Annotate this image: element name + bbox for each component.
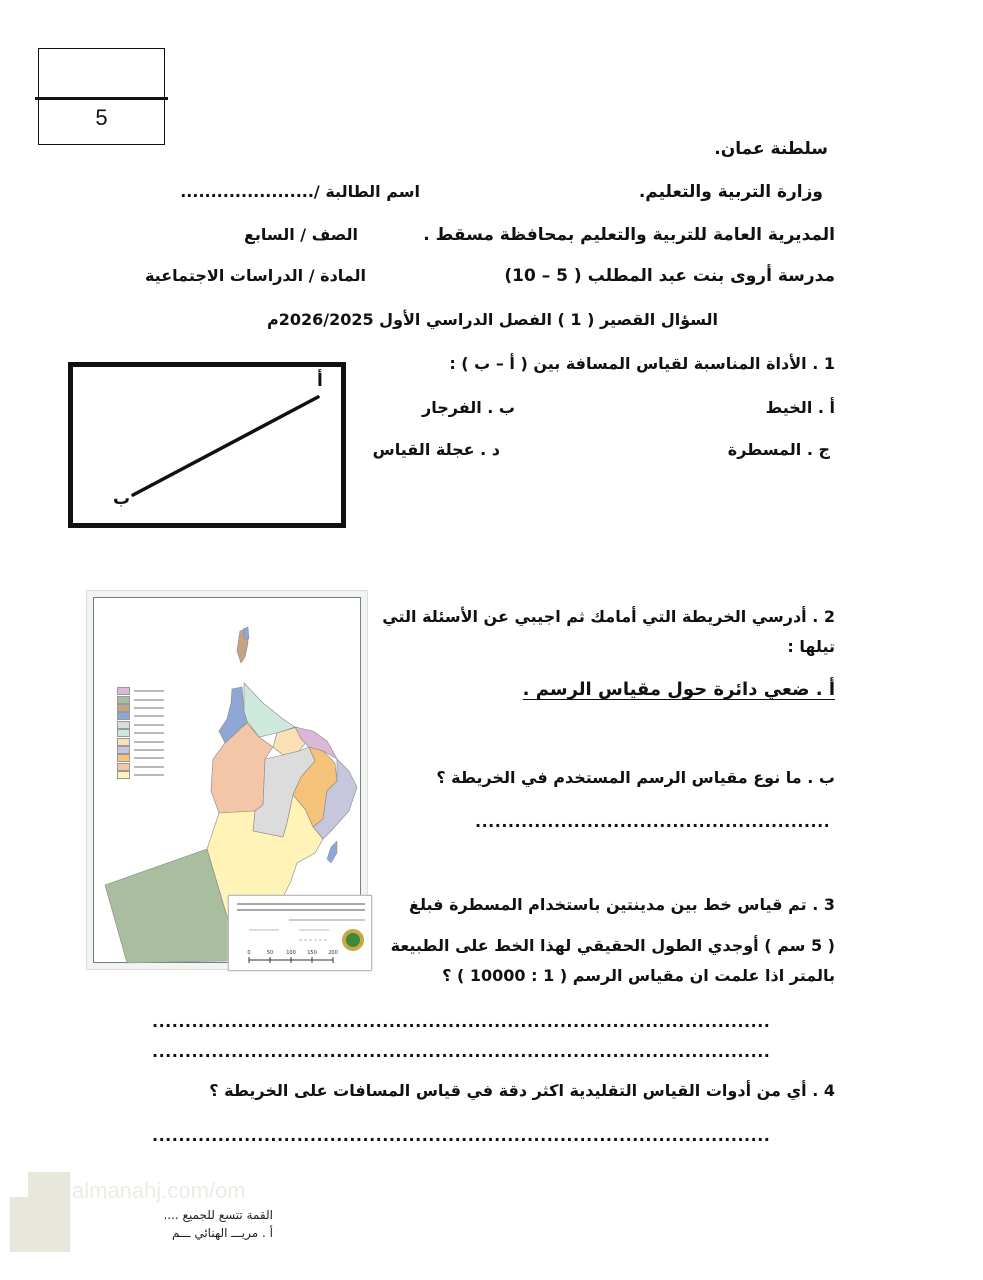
q2-part-a: أ . ضعي دائرة حول مقياس الرسم .	[522, 679, 835, 700]
legend-row	[117, 771, 179, 779]
legend-row	[117, 763, 179, 771]
q1-option-d[interactable]: د . عجلة القياس	[372, 440, 500, 459]
max-score: 5	[95, 105, 108, 130]
watermark-block	[10, 1197, 50, 1252]
emblem-icon-inner	[346, 933, 360, 947]
legend-row	[117, 695, 179, 703]
scale-tick-label: 50	[266, 950, 274, 956]
q1-prompt: 1 . الأداة المناسبة لقياس المسافة بين ( أ – ب ) :	[449, 354, 835, 373]
scale-tick-label: 100	[286, 950, 296, 956]
point-b-label: ب	[113, 489, 131, 509]
legend-label-line	[134, 757, 164, 759]
scale-tick-label: 0	[247, 950, 251, 956]
q3-answer-line-1[interactable]: ..............................................................................................	[152, 1012, 771, 1031]
legend-label-line	[134, 766, 164, 768]
segment-a-b	[133, 397, 318, 495]
oman-map	[86, 590, 368, 970]
map-info-box	[228, 895, 372, 971]
legend-label-line	[134, 699, 164, 701]
q3-answer-line-2[interactable]: ..............................................................................................	[152, 1042, 771, 1061]
q1-option-b[interactable]: ب . الفرجار	[421, 398, 515, 417]
legend-row	[117, 721, 179, 729]
legend-swatch	[117, 696, 130, 704]
region-musandam-tip	[243, 627, 249, 639]
q3-prompt-line2: ( 5 سم ) أوجدي الطول الحقيقي لهذا الخط على الطبيعة	[390, 936, 835, 955]
q1-option-c[interactable]: ج . المسطرة	[727, 440, 830, 459]
map-legend	[117, 687, 179, 779]
region-masirah	[327, 841, 337, 863]
student-name-blank[interactable]: ......................	[180, 182, 314, 201]
subject-label: المادة / الدراسات الاجتماعية	[144, 266, 366, 285]
student-name-label: اسم الطالبة /	[313, 182, 420, 201]
legend-swatch	[117, 746, 130, 754]
legend-label-line	[134, 707, 164, 709]
legend-row	[117, 746, 179, 754]
quiz-title: السؤال القصير ( 1 ) الفصل الدراسي الأول 2026/2025م	[266, 310, 718, 329]
scale-tick-label: 150	[307, 950, 317, 956]
legend-swatch	[117, 771, 130, 779]
legend-label-line	[134, 774, 164, 776]
legend-swatch	[117, 729, 130, 737]
watermark-text: almanahj.com/om	[72, 1178, 246, 1203]
legend-swatch	[117, 704, 130, 712]
legend-label-line	[134, 690, 164, 692]
legend-swatch	[117, 754, 130, 762]
legend-row	[117, 737, 179, 745]
legend-row	[117, 712, 179, 720]
legend-label-line	[134, 741, 164, 743]
directorate-name: المديرية العامة للتربية والتعليم بمحافظة مسقط .	[423, 225, 835, 245]
school-name: مدرسة أروى بنت عبد المطلب ( 5 – 10)	[504, 266, 835, 286]
legend-label-line	[134, 732, 164, 734]
legend-row	[117, 754, 179, 762]
score-box	[38, 48, 165, 145]
legend-swatch	[117, 687, 130, 695]
q2-part-b: ب . ما نوع مقياس الرسم المستخدم في الخريطة ؟	[436, 768, 835, 787]
student-name-field[interactable]	[180, 182, 420, 201]
point-a-label: أ	[317, 371, 323, 391]
grade-label: الصف / السابع	[243, 225, 358, 244]
q2-prompt-line2: تيلها :	[787, 637, 835, 656]
score-divider	[35, 97, 168, 100]
legend-row	[117, 729, 179, 737]
legend-swatch	[117, 712, 130, 720]
scale-ticks	[247, 950, 337, 963]
legend-label-line	[134, 724, 164, 726]
line-diagram	[68, 362, 346, 528]
q2-prompt-line1: 2 . أدرسي الخريطة التي أمامك ثم اجيبي عن الأسئلة التي	[382, 607, 835, 626]
legend-label-line	[134, 715, 164, 717]
q4-prompt: 4 . أي من أدوات القياس التقليدية اكثر دقة في قياس المسافات على الخريطة ؟	[209, 1081, 835, 1100]
legend-swatch	[117, 721, 130, 729]
q2-answer-line[interactable]: ......................................................	[475, 812, 831, 831]
map-info-graphics	[229, 896, 371, 970]
country-name: سلطنة عمان.	[714, 139, 828, 159]
legend-row	[117, 687, 179, 695]
legend-row	[117, 704, 179, 712]
legend-swatch	[117, 763, 130, 771]
legend-label-line	[134, 749, 164, 751]
scale-tick-label: 200	[328, 950, 338, 956]
footer-teacher: أ . مريـــ الهنائي ـــم	[171, 1226, 273, 1240]
q4-answer-line[interactable]: ..............................................................................................	[152, 1126, 771, 1145]
ministry-name: وزارة التربية والتعليم.	[638, 182, 823, 202]
footer-motto: القمة تتسع للجميع ....	[163, 1208, 273, 1222]
q1-option-a[interactable]: أ . الخيط	[765, 398, 835, 417]
q3-prompt-line1: 3 . تم قياس خط بين مدينتين باستخدام المسطرة فبلغ	[409, 895, 835, 914]
legend-swatch	[117, 738, 130, 746]
q3-prompt-line3: بالمتر اذا علمت ان مقياس الرسم ( 1 : 10000 ) ؟	[442, 966, 835, 985]
